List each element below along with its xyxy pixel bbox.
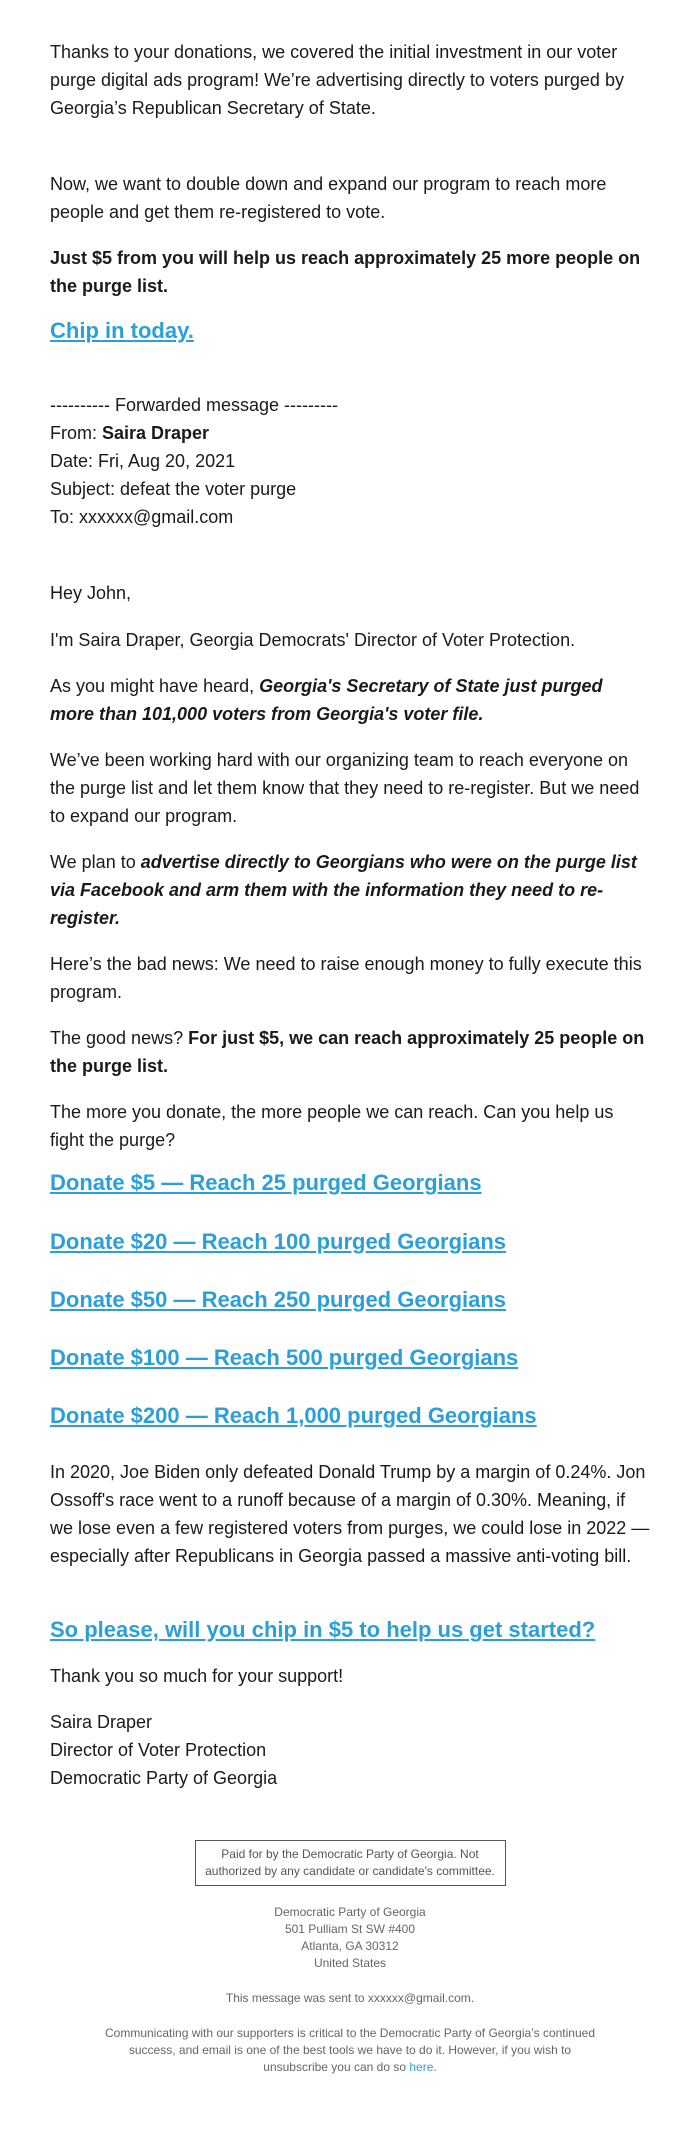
forwarded-divider: ---------- Forwarded message --------- [50, 395, 338, 415]
chip-in-5-link[interactable]: So please, will you chip in $5 to help us get started? [50, 1617, 596, 1642]
donate-50-link[interactable]: Donate $50 — Reach 250 purged Georgians [50, 1287, 507, 1312]
unsubscribe-text: Communicating with our supporters is critical to the Democratic Party of Georgia’s continued success, and email is one of the best tools we have to do it. However, if you wish to unsubscribe you can do so [105, 2026, 595, 2074]
mailing-address [0, 1904, 700, 1972]
forwarded-to: To: xxxxxx@gmail.com [50, 507, 234, 527]
donate-200-link[interactable]: Donate $200 — Reach 1,000 purged Georgians [50, 1403, 537, 1428]
greeting: Hey John, [50, 583, 132, 603]
forwarded-subject: Subject: defeat the voter purge [50, 479, 297, 499]
more-paragraph: The more you donate, the more people we can reach. Can you help us fight the purge? [50, 1102, 614, 1150]
unsubscribe-end: . [433, 2060, 437, 2074]
working-paragraph: We’ve been working hard with our organizing team to reach everyone on the purge list and let them know that they need to re-register. But we need to expand our program. [50, 750, 640, 826]
thanks-paragraph: Thank you so much for your support! [50, 1666, 344, 1686]
margin-paragraph: In 2020, Joe Biden only defeated Donald Trump by a margin of 0.24%. Jon Ossoff's race went to a runoff because of a margin of 0.30%. Meaning, if we lose even a few registered voters from purges, we could lose in 2022 — especially after Republicans in Georgia passed a massive anti-voting bill. [50, 1462, 650, 1566]
plan-emphasis: advertise directly to Georgians who were on the purge list via Facebook and arm them with the information they need to re-register. [50, 852, 637, 928]
donate-5-link[interactable]: Donate $5 — Reach 25 purged Georgians [50, 1170, 482, 1195]
address-org: Democratic Party of Georgia [274, 1905, 426, 1919]
chip-in-link[interactable]: Chip in today. [50, 318, 194, 343]
good-lead: The good news? [50, 1028, 189, 1048]
purge-emphasis: Georgia's Secretary of State just purged more than 101,000 voters from Georgia's voter file. [50, 676, 603, 724]
sent-to-notice: This message was sent to xxxxxx@gmail.com. [225, 1991, 475, 2005]
plan-paragraph [50, 848, 650, 932]
address-country: United States [313, 1956, 387, 1970]
address-city: Atlanta, GA 30312 [301, 1939, 399, 1953]
donate-20-link[interactable]: Donate $20 — Reach 100 purged Georgians [50, 1229, 507, 1254]
purge-lead: As you might have heard, [50, 676, 260, 696]
signature-org: Democratic Party of Georgia [50, 1768, 278, 1788]
signature [50, 1708, 277, 1792]
signature-name: Saira Draper [50, 1712, 153, 1732]
paid-for-disclaimer: Paid for by the Democratic Party of Georgia. Not authorized by any candidate or candidate's committee. [195, 1840, 506, 1886]
good-news-paragraph [50, 1024, 650, 1080]
intro-paragraph-3: Just $5 from you will help us reach approximately 25 more people on the purge list. [50, 248, 641, 296]
purge-paragraph [50, 672, 650, 728]
intro-paragraph-2: Now, we want to double down and expand our program to reach more people and get them re-registered to vote. [50, 174, 607, 222]
forwarded-header [50, 391, 338, 531]
email-footer [0, 1840, 700, 2076]
bad-news-paragraph: Here’s the bad news: We need to raise enough money to fully execute this program. [50, 954, 642, 1002]
unsubscribe-notice [100, 2025, 600, 2076]
intro-paragraph-1: Thanks to your donations, we covered the initial investment in our voter purge digital ads program! We’re advertising directly to voters purged by Georgia’s Republican Secretary of State. [50, 42, 624, 118]
from-label: From: [50, 423, 102, 443]
forwarded-from [50, 419, 338, 447]
signature-title: Director of Voter Protection [50, 1740, 267, 1760]
from-name: Saira Draper [102, 423, 210, 443]
good-strong: For just $5, we can reach approximately 25 people on the purge list. [50, 1028, 645, 1076]
unsubscribe-link[interactable]: here [409, 2060, 434, 2074]
address-street: 501 Pulliam St SW #400 [284, 1922, 416, 1936]
donate-100-link[interactable]: Donate $100 — Reach 500 purged Georgians [50, 1345, 519, 1370]
plan-lead: We plan to [50, 852, 141, 872]
forwarded-date: Date: Fri, Aug 20, 2021 [50, 451, 236, 471]
author-intro: I'm Saira Draper, Georgia Democrats' Director of Voter Protection. [50, 630, 576, 650]
